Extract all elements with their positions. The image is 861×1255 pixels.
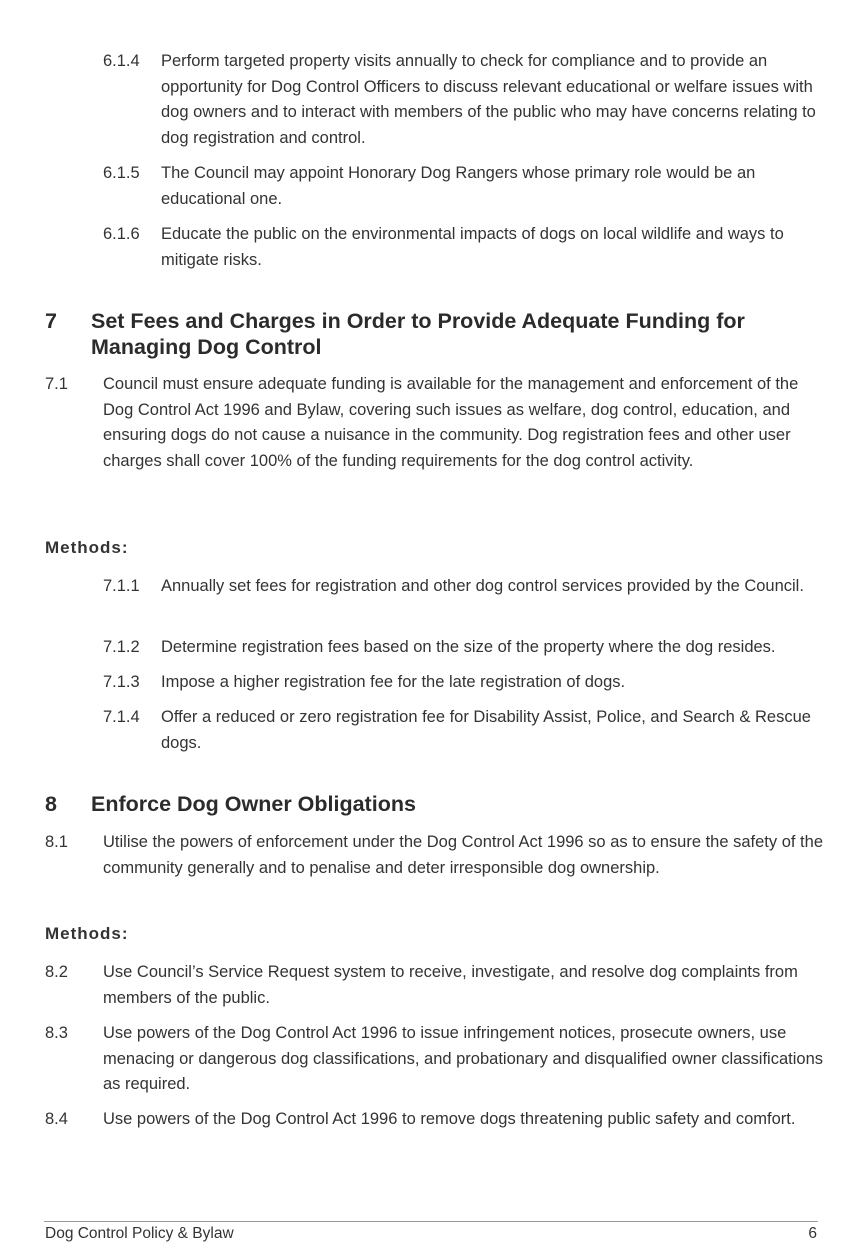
section-8-heading — [45, 792, 825, 818]
clause-text: Perform targeted property visits annually to check for compliance and to provide an opportunity for Dog Control Officers to discuss relevant educational or welfare issues with dog owners and to interact with members of the public who may have concerns relating to dog registration and control. — [161, 52, 816, 147]
section-title: Enforce Dog Owner Obligations — [91, 792, 416, 816]
clause-number: 7.1.4 — [103, 708, 140, 726]
section-7-heading — [45, 309, 825, 360]
clause-text: Utilise the powers of enforcement under the Dog Control Act 1996 so as to ensure the safety of the community generally and to penalise and deter irresponsible dog ownership. — [103, 833, 823, 877]
clause-text: Impose a higher registration fee for the late registration of dogs. — [161, 673, 626, 691]
clause-8-3 — [45, 1021, 825, 1098]
clause-text: Council must ensure adequate funding is available for the management and enforcement of the Dog Control Act 1996 and Bylaw, covering such issues as welfare, dog control, education, and ensuring dogs do not cause a nuisance in the community. Dog registration fees and other user charges shall cover 100% of the funding requirements for the dog control activity. — [103, 375, 799, 470]
clause-8-1 — [45, 830, 825, 881]
methods-label: Methods: — [45, 538, 129, 557]
clause-text: Determine registration fees based on the size of the property where the dog resides. — [161, 638, 776, 656]
clause-7-1-2 — [103, 635, 823, 661]
clause-number: 7.1.2 — [103, 638, 140, 656]
clause-number: 6.1.5 — [103, 164, 140, 182]
clause-7-1-1 — [103, 574, 823, 600]
clause-text: Use powers of the Dog Control Act 1996 to remove dogs threatening public safety and comfort. — [103, 1110, 796, 1128]
clause-text: Educate the public on the environmental impacts of dogs on local wildlife and ways to mitigate risks. — [161, 225, 784, 269]
clause-7-1-3 — [103, 670, 823, 696]
clause-7-1-4 — [103, 705, 823, 756]
methods-label: Methods: — [45, 924, 129, 943]
clause-6-1-5 — [103, 161, 823, 212]
clause-text: Annually set fees for registration and other dog control services provided by the Council. — [161, 577, 804, 595]
section-number: 7 — [45, 309, 57, 333]
clause-text: Offer a reduced or zero registration fee for Disability Assist, Police, and Search & Rescue dogs. — [161, 708, 811, 752]
clause-text: Use Council’s Service Request system to receive, investigate, and resolve dog complaints from members of the public. — [103, 963, 798, 1007]
clause-number: 7.1.1 — [103, 577, 140, 595]
clause-number: 8.4 — [45, 1110, 68, 1128]
clause-number: 7.1.3 — [103, 673, 140, 691]
clause-number: 6.1.6 — [103, 225, 140, 243]
section-title: Set Fees and Charges in Order to Provide Adequate Funding for Managing Dog Control — [91, 309, 745, 359]
clause-6-1-4 — [103, 49, 823, 151]
clause-number: 8.3 — [45, 1024, 68, 1042]
clause-text: Use powers of the Dog Control Act 1996 to issue infringement notices, prosecute owners, use menacing or dangerous dog classifications, and probationary and disqualified owner classifications as required. — [103, 1024, 824, 1094]
clause-number: 8.2 — [45, 963, 68, 981]
clause-number: 7.1 — [45, 375, 68, 393]
clause-text: The Council may appoint Honorary Dog Rangers whose primary role would be an educational one. — [161, 164, 756, 208]
footer-divider — [44, 1221, 818, 1222]
footer-document-title: Dog Control Policy & Bylaw — [45, 1225, 234, 1242]
clause-number: 6.1.4 — [103, 52, 140, 70]
clause-8-4 — [45, 1107, 825, 1133]
page-number: 6 — [808, 1225, 817, 1242]
section-number: 8 — [45, 792, 57, 816]
clause-number: 8.1 — [45, 833, 68, 851]
clause-7-1 — [45, 372, 825, 474]
clause-8-2 — [45, 960, 825, 1011]
clause-6-1-6 — [103, 222, 823, 273]
